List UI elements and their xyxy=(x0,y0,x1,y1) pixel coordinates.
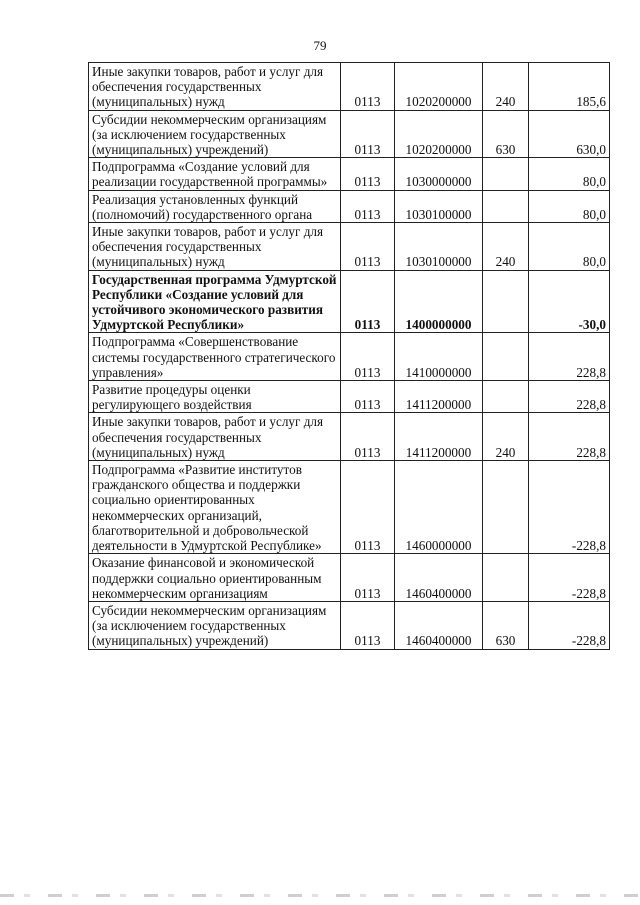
row-section-cell: 0113 xyxy=(341,158,395,190)
row-type-cell xyxy=(483,381,529,413)
row-section-cell: 0113 xyxy=(341,413,395,461)
row-type-cell xyxy=(483,554,529,602)
row-section-cell: 0113 xyxy=(341,63,395,111)
row-section-cell: 0113 xyxy=(341,601,395,649)
row-name-cell: Развитие процедуры оценки регулирующего воздействия xyxy=(89,381,341,413)
table-row xyxy=(89,413,610,461)
row-section-cell: 0113 xyxy=(341,461,395,554)
row-section-cell: 0113 xyxy=(341,190,395,222)
row-name-cell: Иные закупки товаров, работ и услуг для обеспечения государственных (муниципальных) нужд xyxy=(89,413,341,461)
table-row xyxy=(89,381,610,413)
row-amount-cell: 228,8 xyxy=(529,381,610,413)
row-name-cell: Подпрограмма «Развитие институтов гражданского общества и поддержки социально ориентированных некоммерческих организаций, благотворительной и добровольческой деятельности в Удмуртской Республике» xyxy=(89,461,341,554)
row-code-cell: 1020200000 xyxy=(395,110,483,158)
row-type-cell xyxy=(483,270,529,333)
table-row xyxy=(89,223,610,271)
row-section-cell: 0113 xyxy=(341,381,395,413)
row-type-cell xyxy=(483,190,529,222)
row-section-cell: 0113 xyxy=(341,333,395,381)
budget-table-body xyxy=(89,63,610,650)
row-type-cell: 630 xyxy=(483,601,529,649)
row-name-cell: Иные закупки товаров, работ и услуг для обеспечения государственных (муниципальных) нужд xyxy=(89,63,341,111)
row-amount-cell: -228,8 xyxy=(529,461,610,554)
row-type-cell: 630 xyxy=(483,110,529,158)
row-name-cell: Реализация установленных функций (полномочий) государственного органа xyxy=(89,190,341,222)
row-amount-cell: 630,0 xyxy=(529,110,610,158)
row-name-cell: Подпрограмма «Совершенствование системы государственного стратегического управления» xyxy=(89,333,341,381)
row-section-cell: 0113 xyxy=(341,110,395,158)
table-row xyxy=(89,554,610,602)
row-section-cell: 0113 xyxy=(341,270,395,333)
row-type-cell: 240 xyxy=(483,413,529,461)
row-code-cell: 1411200000 xyxy=(395,381,483,413)
row-amount-cell: 80,0 xyxy=(529,158,610,190)
row-type-cell xyxy=(483,333,529,381)
table-row xyxy=(89,270,610,333)
row-code-cell: 1400000000 xyxy=(395,270,483,333)
row-name-cell: Субсидии некоммерческим организациям (за исключением государственных (муниципальных) учреждений) xyxy=(89,110,341,158)
row-section-cell: 0113 xyxy=(341,554,395,602)
table-row xyxy=(89,63,610,111)
budget-table xyxy=(88,62,610,650)
row-name-cell: Иные закупки товаров, работ и услуг для обеспечения государственных (муниципальных) нужд xyxy=(89,223,341,271)
row-amount-cell: 228,8 xyxy=(529,333,610,381)
row-type-cell xyxy=(483,158,529,190)
row-code-cell: 1030000000 xyxy=(395,158,483,190)
row-code-cell: 1030100000 xyxy=(395,223,483,271)
row-amount-cell: 185,6 xyxy=(529,63,610,111)
row-name-cell: Оказание финансовой и экономической поддержки социально ориентированным некоммерческим организациям xyxy=(89,554,341,602)
row-name-cell: Субсидии некоммерческим организациям (за исключением государственных (муниципальных) учреждений) xyxy=(89,601,341,649)
scan-footer-noise xyxy=(0,894,640,897)
row-type-cell: 240 xyxy=(483,223,529,271)
page-number: 79 xyxy=(313,38,327,53)
row-code-cell: 1030100000 xyxy=(395,190,483,222)
row-code-cell: 1460000000 xyxy=(395,461,483,554)
row-type-cell xyxy=(483,461,529,554)
row-section-cell: 0113 xyxy=(341,223,395,271)
row-amount-cell: 80,0 xyxy=(529,190,610,222)
table-row xyxy=(89,190,610,222)
table-row xyxy=(89,333,610,381)
table-row xyxy=(89,601,610,649)
row-code-cell: 1411200000 xyxy=(395,413,483,461)
row-code-cell: 1460400000 xyxy=(395,601,483,649)
row-name-cell: Подпрограмма «Создание условий для реализации государственной программы» xyxy=(89,158,341,190)
row-code-cell: 1020200000 xyxy=(395,63,483,111)
row-type-cell: 240 xyxy=(483,63,529,111)
row-name-cell: Государственная программа Удмуртской Республики «Создание условий для устойчивого экономического развития Удмуртской Республики» xyxy=(89,270,341,333)
row-amount-cell: -30,0 xyxy=(529,270,610,333)
row-code-cell: 1460400000 xyxy=(395,554,483,602)
row-code-cell: 1410000000 xyxy=(395,333,483,381)
row-amount-cell: 228,8 xyxy=(529,413,610,461)
row-amount-cell: -228,8 xyxy=(529,601,610,649)
row-amount-cell: 80,0 xyxy=(529,223,610,271)
table-row xyxy=(89,110,610,158)
table-row xyxy=(89,158,610,190)
table-row xyxy=(89,461,610,554)
row-amount-cell: -228,8 xyxy=(529,554,610,602)
